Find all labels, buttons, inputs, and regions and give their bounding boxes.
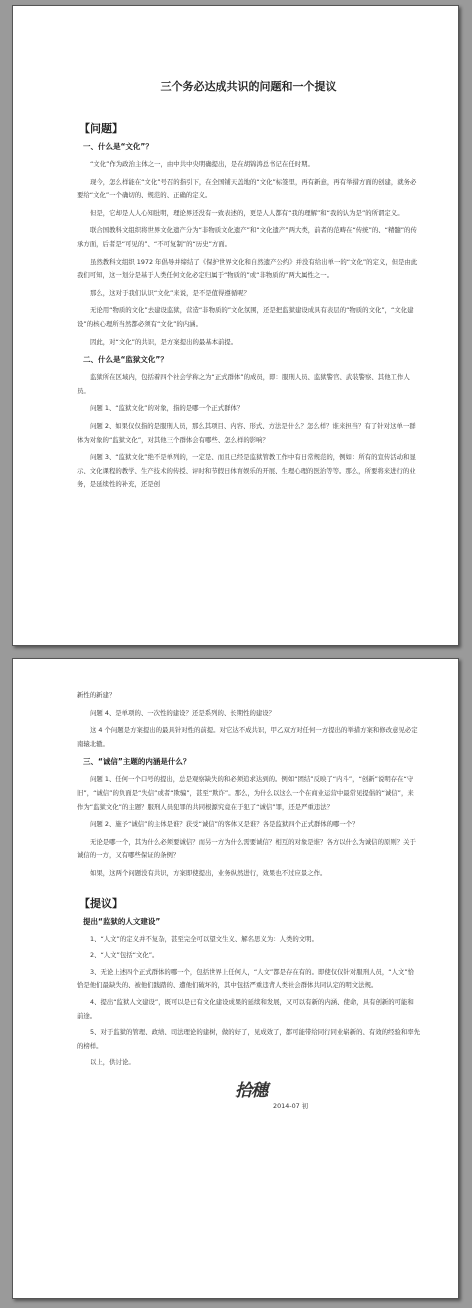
document-title: 三个务必达成共识的问题和一个提议 (160, 80, 337, 93)
paragraph-continued: 新性的新建？ (77, 691, 116, 699)
paragraph: 5、对于监狱的管理、政绩、司法理论的建树，做的好了，见成效了，都可能带给同行同业崭新的、有效的经验和率先的榜样。 (77, 1028, 420, 1050)
signature: 拾穗 (235, 1080, 267, 1101)
paragraph: “文化”作为政治主体之一，由中共中央明确提出，是在胡锦涛总书记在任时期。 (90, 160, 314, 168)
paragraph: 问题 4、是单项的、一次性的建设？还是系列的、长期性的建设？ (90, 708, 276, 717)
paragraph: 1、“人文”的定义并不复杂，甚至完全可以望文生义、解名思义为：人类的文明。 (90, 934, 318, 943)
paragraph: 那么，这对于我们认识“文化”来说，是不是值得遵循呢？ (90, 288, 250, 297)
paragraph: 现今，怎么样能在“文化”号召的指引下，在全国铺天盖地的“文化”标签里，再有新意，再有举措方面的创建，就务必要给“文化”一个确切的、规范的、正确的定义。 (77, 177, 417, 200)
paragraph: 问题 3、“监狱文化”绝不是单列的，一定是、而且已经是监狱管教工作中有日常规范的，例如：所有的宣传活动和显示、文化课程的教学、生产技术的传授、评时和节假日体育娱乐的开展、生理心理的医治等等。那么，所要将来进行的业务，是延续性的补充，还是创 (77, 453, 416, 489)
paragraph: 因此，对“文化”的共识，是方案提出的最基本前提。 (90, 337, 238, 346)
paragraph: 但是，它却是人人心知肚明，理论界还没有一致表述的，更是人人都有“我的理解”和“我的认为是”的所谓定义。 (90, 208, 404, 217)
section-heading-proposal: 【提议】 (79, 896, 123, 910)
paragraph: 4、提出“监狱人文建设”，既可以是已有文化建设成果的延续和发展，又可以有新的内涵、使命，具有创新的可能和前途。 (77, 997, 414, 1020)
paragraph: 问题 2、施予“诚信”的主体是谁？获受“诚信”的客体又是谁？各是监狱四个正式群体的哪一个？ (90, 820, 359, 829)
question-1-heading: 一、什么是“文化”？ (83, 142, 153, 151)
section-heading-questions: 【问题】 (79, 122, 123, 135)
paragraph: 3、无论上述四个正式群体的哪一个，包括世界上任何人，“人文”都是存在有的。即使仅仅针对服刑人员，“人文”恰恰是他们最缺失的、被他们践踏的、遭他们破坏的，其中包括严重违背人类社会群体共同认定的明文法规。 (77, 967, 415, 990)
paragraph: 无论用“物质的文化”去建设监狱，营造“非物质的”文化氛围，还是把监狱建设成具有表层的“物质的文化”，“文化建设”的核心理所当然都必须有“文化”的内涵。 (77, 306, 414, 328)
paragraph: 2、“人文”包括“文化”。 (90, 951, 159, 960)
question-2-heading: 二、什么是“监狱文化”？ (83, 355, 168, 365)
question-3-heading: 三、“诚信”主题的内涵是什么？ (83, 757, 191, 767)
proposal-heading: 提出“监狱的人文建设” (83, 916, 161, 926)
paragraph: 虽然教科文组织 1972 年倡导并缔结了《保护世界文化和自然遗产公约》并没有给出单一的“文化”的定义，但是由此我们可知，这一划分是基于人类任何文化必定归属于“物质的”或“非物质的”两大属性之一。 (77, 257, 418, 280)
paragraph: 联合国教科文组织将世界文化遗产分为“非物质文化遗产”和“文化遗产”两大类，前者的范畴在“传统”的、“精髓”的传承方面，后者是“可见的”、“不可复制”的“历史”方面。 (77, 226, 417, 248)
signature-date: 2014-07 初 (273, 1101, 309, 1110)
paragraph: 如果，这两个问题没有共识，方案即使提出，业务纵然进行，效果也不过应景之作。 (90, 868, 327, 877)
paragraph: 监狱所在区域内，包括着四个社会学称之为“正式群体”的成员，即：服刑人员、监狱警官、武装警察、其他工作人员。 (77, 373, 410, 395)
paragraph: 以上，供讨论。 (90, 1058, 135, 1067)
paragraph: 这 4 个问题是方案提出的最具针对性的前提。对它达不成共识，甲乙双方对任何一方提出的举措方案和修改意见必定南辕北辙。 (77, 726, 418, 748)
paragraph: 问题 1、任何一个口号的提出，总是观察缺失的和必须追求达到的。例如“团结”反映了“内斗”，“创新”说明存在“守旧”，“诚信”的负面是“失信”或者“欺骗”，甚至“欺诈”。那么，为什么以这么一个在商业运营中最常见提倡的“诚信”，来作为“监狱文化”的主题？服刑人员犯罪的共同根源究竟在于犯了“诚信”罪，还是严重违法？ (77, 775, 414, 811)
document-page-1 (12, 5, 459, 646)
paragraph: 无论是哪一个，其为什么必须要诚信？而另一方为什么需要诚信？相互的对象是谁？各方以什么为诚信的原则？关于诚信的一方，又有哪些保证的条例？ (77, 837, 416, 860)
document-page-2 (12, 658, 459, 1299)
signature-block (77, 1076, 420, 1114)
paragraph: 问题 1、“监狱文化”的对象，指的是哪一个正式群体？ (90, 404, 244, 413)
paragraph: 问题 2、如果仅仅指的是服刑人员，那么其项目、内容、形式、方法是什么？怎么样？谁来担当？有了针对这单一群体为对象的“监狱文化”，对其他三个群体会有哪些、怎么样的影响？ (77, 421, 416, 444)
